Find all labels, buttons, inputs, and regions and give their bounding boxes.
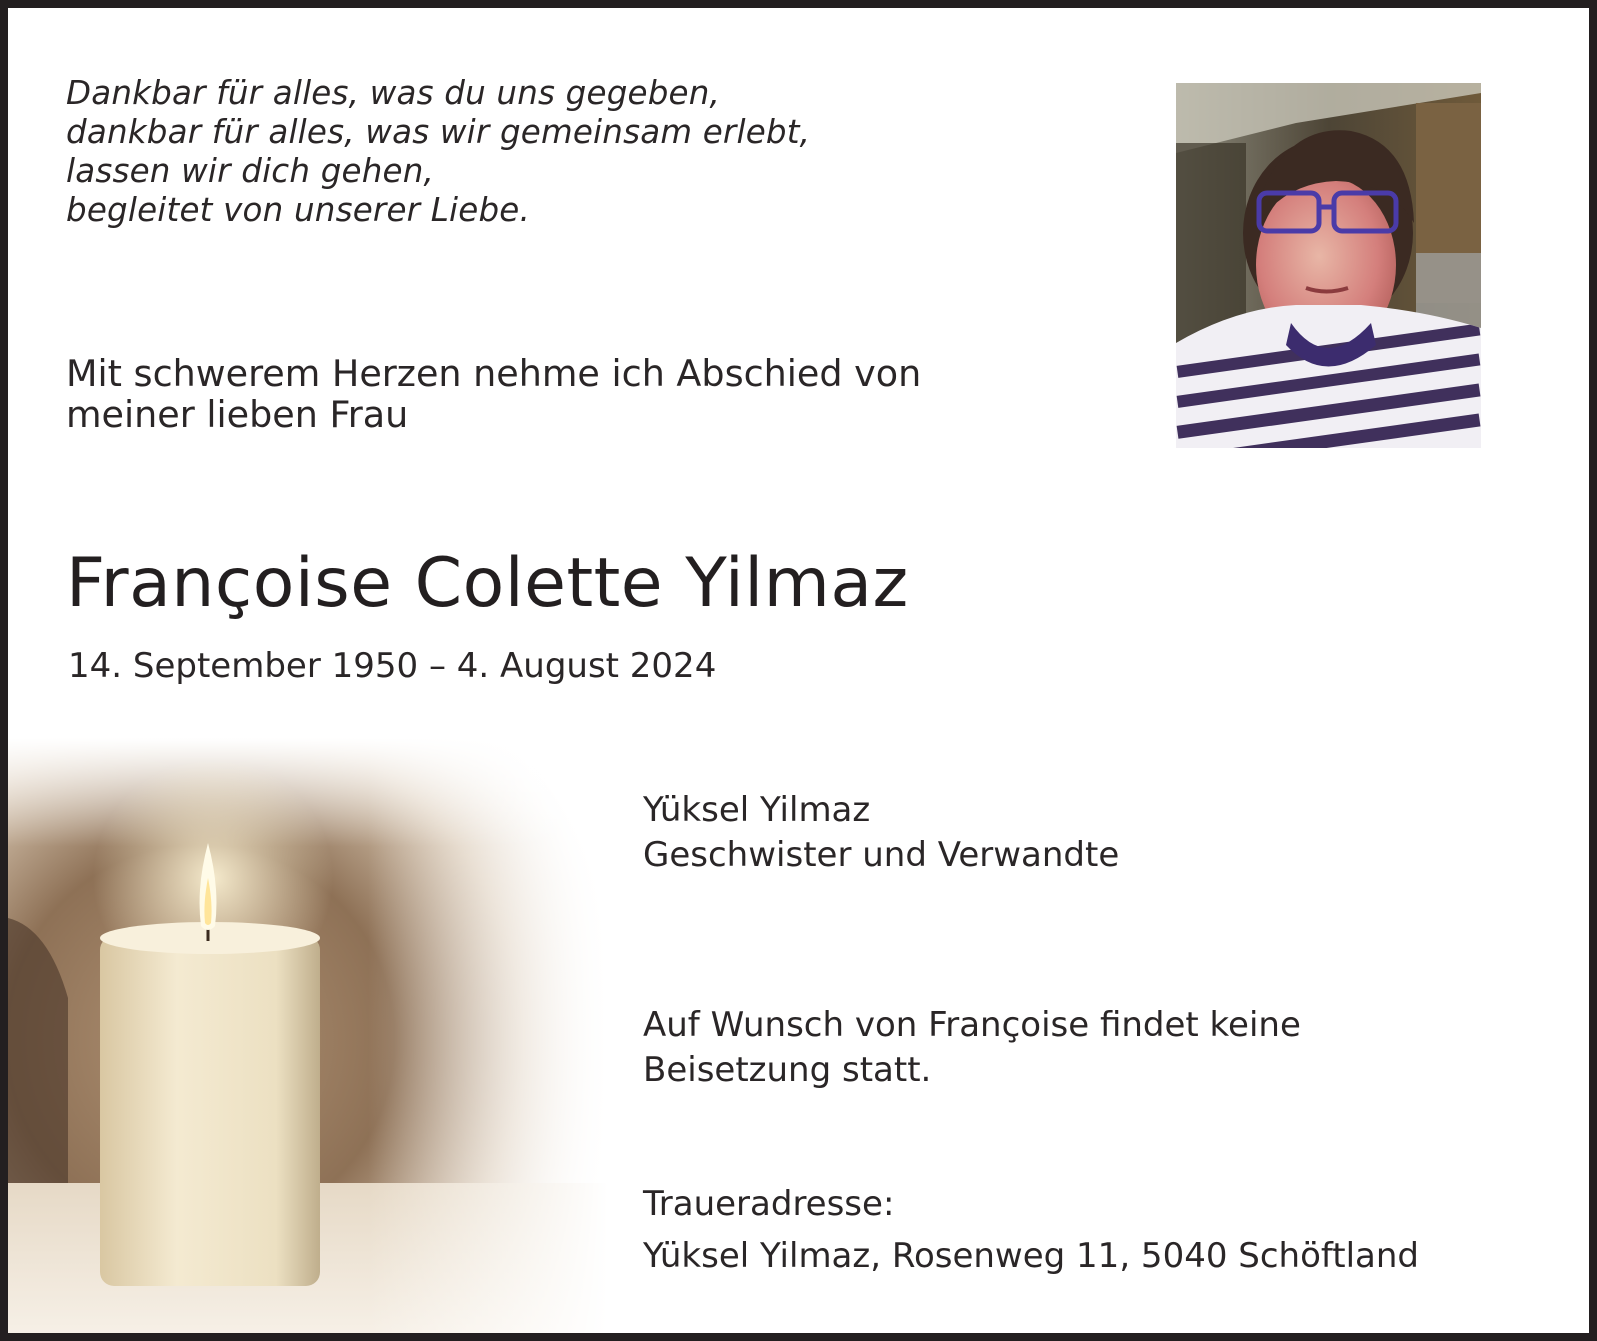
poem-line: Dankbar für alles, was du uns gegeben,: [66, 74, 721, 112]
address-value: Yüksel Yilmaz, Rosenweg 11, 5040 Schöftland: [643, 1236, 1420, 1276]
portrait-photo: [1176, 83, 1481, 448]
intro-line: meiner lieben Frau: [66, 393, 409, 436]
deceased-name: Françoise Colette Yilmaz: [66, 544, 909, 623]
mourner-line: Yüksel Yilmaz: [643, 790, 871, 830]
poem: [66, 74, 810, 230]
farewell-intro: [66, 353, 921, 435]
mourners: [643, 788, 1119, 878]
poem-line: begleitet von unserer Liebe.: [66, 191, 531, 229]
note-line: Beisetzung statt.: [643, 1050, 932, 1090]
poem-line: lassen wir dich gehen,: [66, 152, 435, 190]
note-line: Auf Wunsch von Françoise findet keine: [643, 1005, 1301, 1045]
mourner-line: Geschwister und Verwandte: [643, 835, 1120, 875]
candle-image: [8, 738, 608, 1341]
poem-line: dankbar für alles, was wir gemeinsam erlebt,: [66, 113, 811, 151]
address-label: Traueradresse:: [643, 1184, 895, 1224]
intro-line: Mit schwerem Herzen nehme ich Abschied von: [66, 352, 922, 395]
life-dates: 14. September 1950 – 4. August 2024: [68, 646, 717, 686]
burial-note: [643, 1003, 1301, 1093]
mourning-address: [643, 1178, 1419, 1282]
